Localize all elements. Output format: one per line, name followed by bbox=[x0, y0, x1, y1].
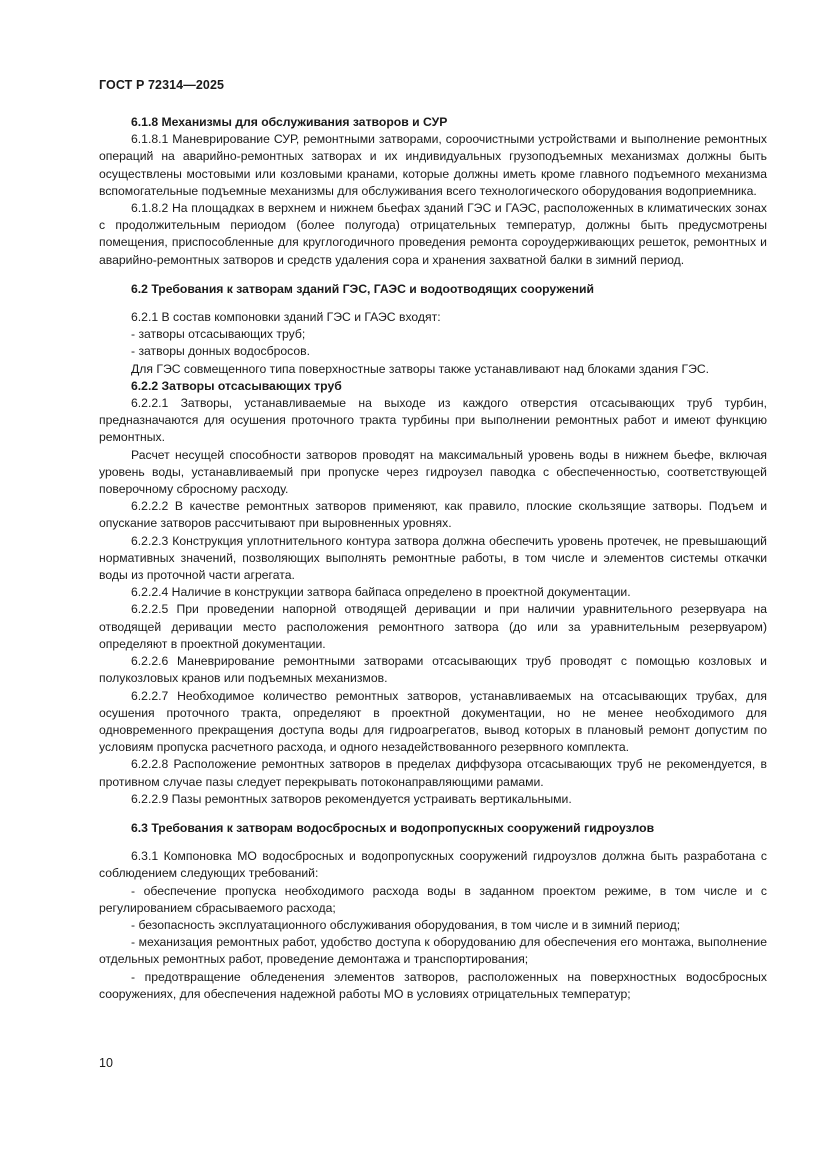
paragraph-6-2-2-9: 6.2.2.9 Пазы ремонтных затворов рекомендуется устраивать вертикальными. bbox=[131, 791, 572, 806]
section-heading-6-2-2: 6.2.2 Затворы отсасывающих труб bbox=[131, 378, 342, 393]
section-heading-6-1-8: 6.1.8 Механизмы для обслуживания затворов и СУР bbox=[131, 115, 448, 129]
paragraph-6-2-2-1: 6.2.2.1 Затворы, устанавливаемые на выходе из каждого отверстия отсасывающих труб турбин, предназначаются для осушения проточного тракта турбины при выполнении ремонтных работ и имеют функцию ремонтных. bbox=[99, 396, 767, 445]
page-number: 10 bbox=[99, 1056, 113, 1070]
list-item-draft-tube-gates: - затворы отсасывающих труб; bbox=[131, 327, 306, 342]
standard-title: ГОСТ Р 72314—2025 bbox=[99, 78, 225, 92]
paragraph-6-1-8-2: 6.1.8.2 На площадках в верхнем и нижнем бьефах зданий ГЭС и ГАЭС, расположенных в климатических зонах с продолжительным периодом (более полугода) отрицательных температур, должны быть предусмотрены помещения, приспособленные для круглогодичного проведения ремонта сороудерживающих решеток, ремонтных и аварийно-ремонтных затворов и средств удаления сора и хранения захватной балки в зимний период. bbox=[99, 201, 767, 267]
paragraph-6-2-2-1-calc: Расчет несущей способности затворов проводят на максимальный уровень воды в нижнем бьефе, включая уровень воды, устанавливаемый при пропуске через гидроузел паводка с обеспеченностью, соответствующей поверочному сбросному расходу. bbox=[99, 447, 767, 497]
list-item-repair-mechanization: - механизация ремонтных работ, удобство доступа к оборудованию для обеспечения его монтажа, выполнение отдельных ремонтных работ, проведение демонтажа и транспортирования; bbox=[99, 935, 767, 967]
list-item-flow-passage: - обеспечение пропуска необходимого расхода воды в заданном проектом режиме, в том числе и с регулированием сбрасываемого расхода; bbox=[99, 883, 767, 915]
paragraph-6-2-2-4: 6.2.2.4 Наличие в конструкции затвора байпаса определено в проектной документации. bbox=[131, 585, 631, 600]
list-item-bottom-outlet-gates: - затворы донных водосбросов. bbox=[131, 344, 310, 359]
paragraph-6-2-2-3: 6.2.2.3 Конструкция уплотнительного контура затвора должна обеспечить уровень протечек, не превышающий нормативных значений, позволяющих выполнять ремонтные работы, в том числе и элементов системы откачки воды из проточной части агрегата. bbox=[99, 533, 767, 583]
section-heading-6-2: 6.2 Требования к затворам зданий ГЭС, ГАЭС и водоотводящих сооружений bbox=[131, 281, 594, 296]
paragraph-6-3-1: 6.3.1 Компоновка МО водосбросных и водопропускных сооружений гидроузлов должна быть разработана с соблюдением следующих требований: bbox=[99, 849, 767, 881]
paragraph-6-2-2-7: 6.2.2.7 Необходимое количество ремонтных затворов, устанавливаемых на отсасывающих трубах, для осушения проточного тракта, определяют в проектной документации, но не менее необходимого для одновременного прекращения доступа воды для гидроагрегатов, вывод которых в плановый ремонт допустим по условиям пропуска расчетного расхода, и одного незадействованного резервного комплекта. bbox=[99, 688, 767, 755]
paragraph-6-2-2-2: 6.2.2.2 В качестве ремонтных затворов применяют, как правило, плоские скользящие затворы. Подъем и опускание затворов рассчитывают при выровненных уровнях. bbox=[99, 499, 767, 531]
paragraph-6-2-2-5: 6.2.2.5 При проведении напорной отводящей деривации и при наличии уравнительного резервуара на отводящей деривации место расположения ремонтного затвора (до или за уравнительным резервуаром) определяют в проектной документации. bbox=[99, 602, 767, 651]
list-item-operational-safety: - безопасность эксплуатационного обслуживания оборудования, в том числе и в зимний период; bbox=[131, 917, 681, 932]
paragraph-6-1-8-1: 6.1.8.1 Маневрирование СУР, ремонтными затворами, сороочистными устройствами и выполнение ремонтных операций на аварийно-ремонтных затворах и их индивидуальных грузоподъемных механизмах должны быть осуществлены мостовыми или козловыми кранами, которые должны иметь кроме главного подъемного механизма вспомогательные подъемные механизмы для обслуживания всего технологического оборудования водоприемника. bbox=[99, 132, 767, 198]
paragraph-6-2-2-8: 6.2.2.8 Расположение ремонтных затворов в пределах диффузора отсасывающих труб не рекомендуется, в противном случае пазы следует перекрывать потоконаправляющими рамами. bbox=[99, 757, 767, 789]
paragraph-6-2-1: 6.2.1 В состав компоновки зданий ГЭС и ГАЭС входят: bbox=[131, 310, 441, 325]
paragraph-6-2-2-6: 6.2.2.6 Маневрирование ремонтными затворами отсасывающих труб проводят с помощью козловых и полукозловых кранов или подъемных механизмов. bbox=[99, 654, 767, 686]
list-item-icing-prevention: - предотвращение обледенения элементов затворов, расположенных на поверхностных водосбросных сооружениях, для обеспечения надежной работы МО в условиях отрицательных температур; bbox=[99, 969, 767, 1001]
section-heading-6-3: 6.3 Требования к затворам водосбросных и водопропускных сооружений гидроузлов bbox=[131, 820, 655, 835]
paragraph-6-2-1-note: Для ГЭС совмещенного типа поверхностные затворы также устанавливают над блоками здания ГЭС. bbox=[131, 361, 710, 376]
document-body bbox=[99, 114, 767, 1003]
